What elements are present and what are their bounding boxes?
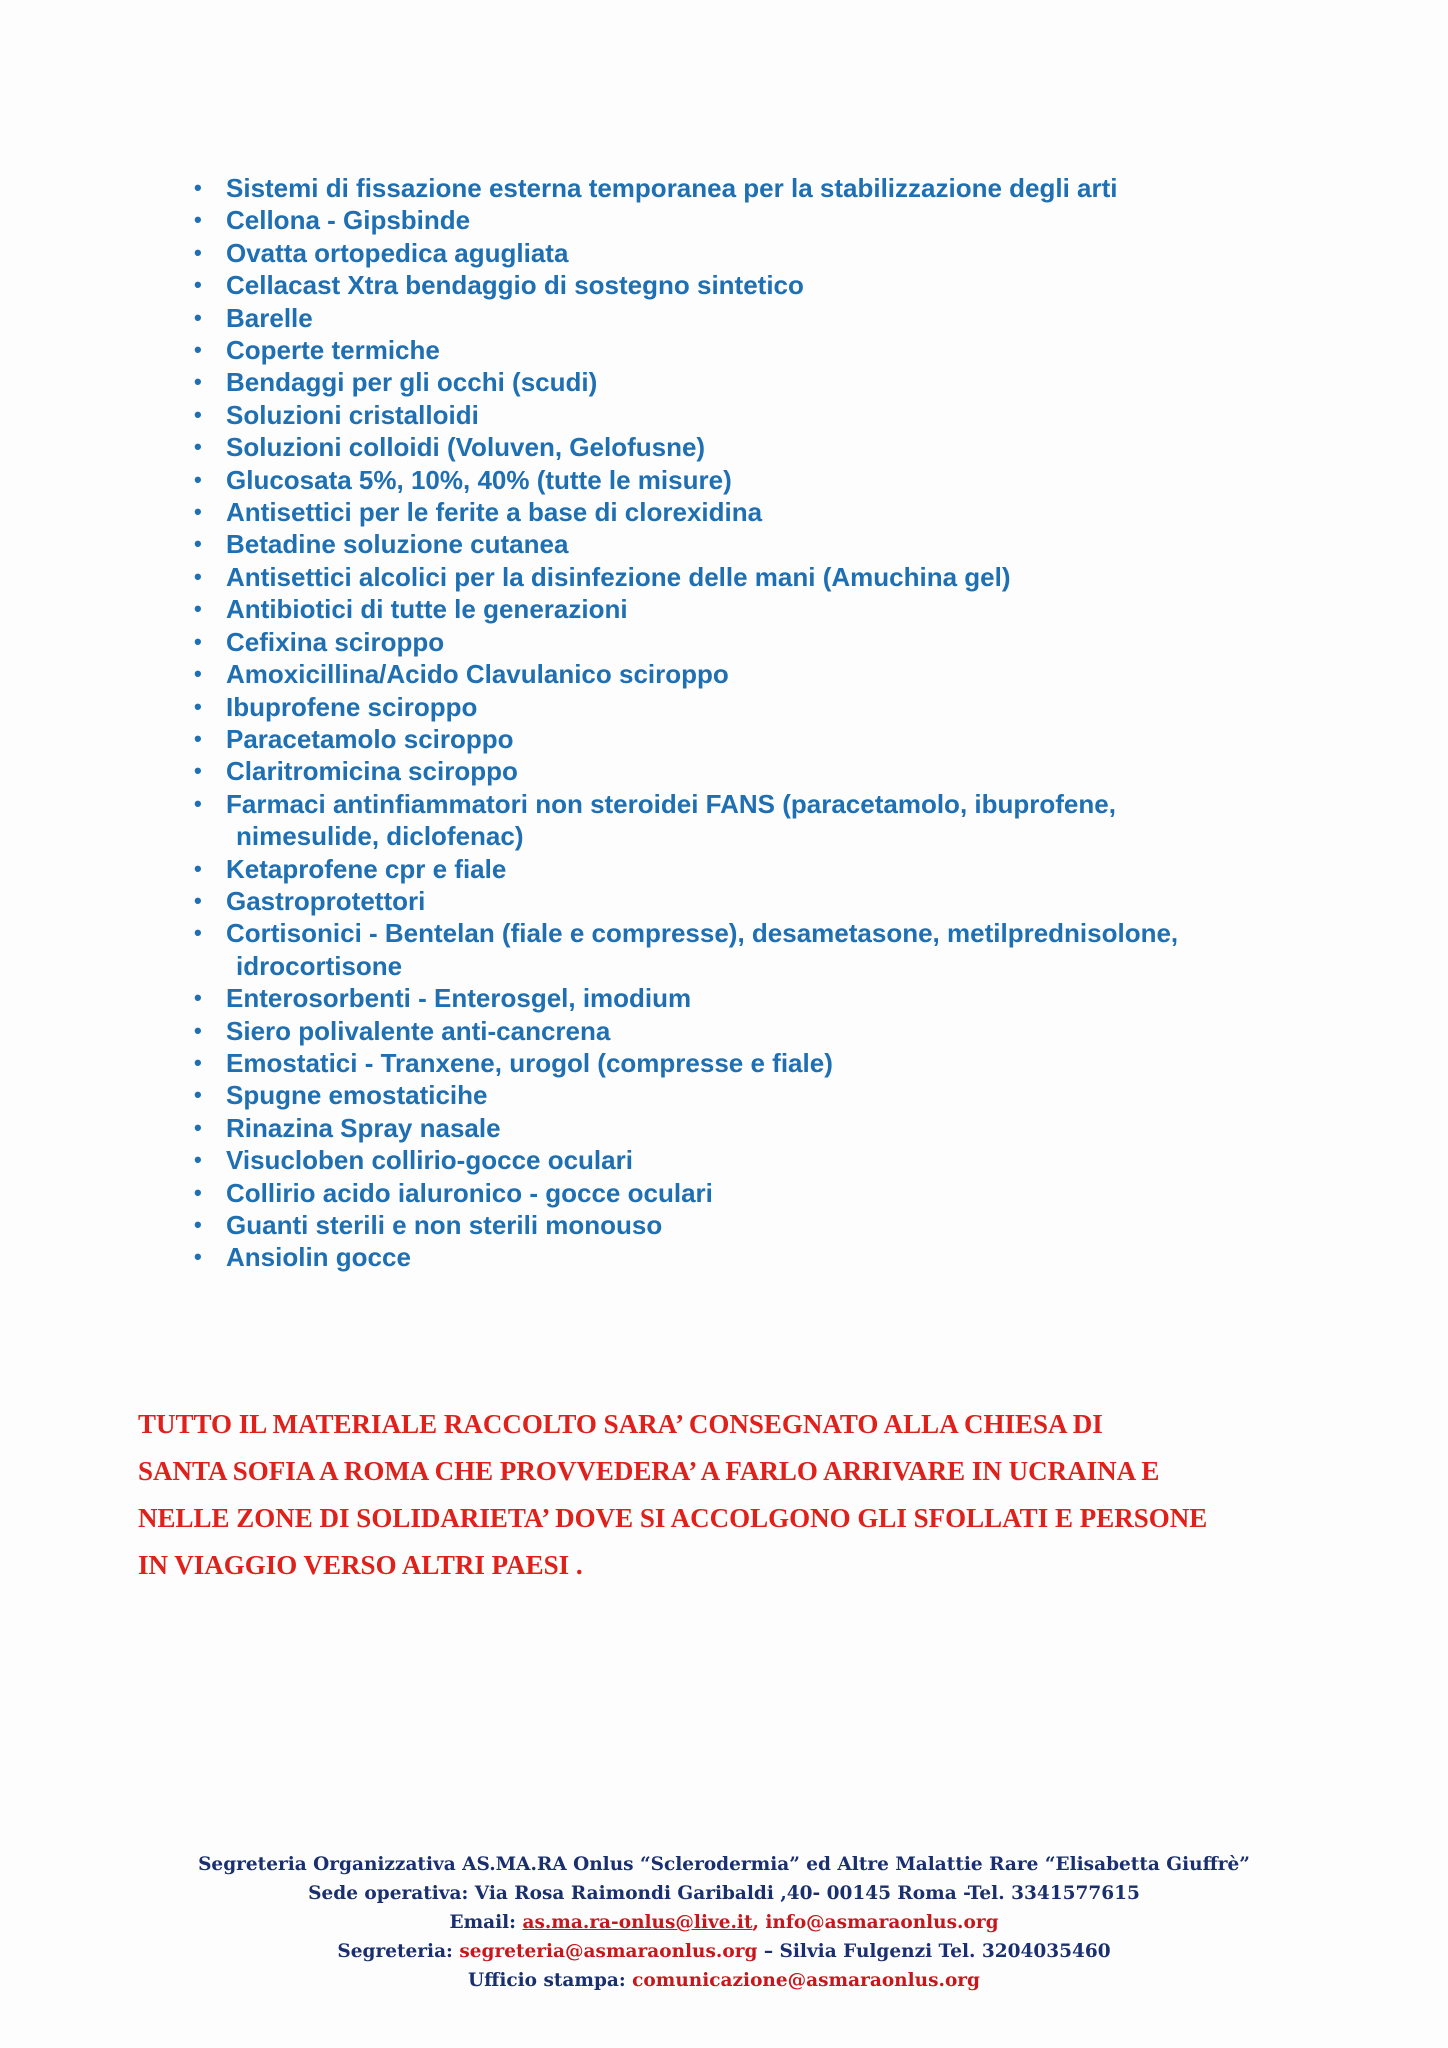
- list-item-text: Rinazina Spray nasale: [226, 1112, 501, 1143]
- bullet-icon: •: [194, 272, 202, 298]
- list-item-text: Antibiotici di tutte le generazioni: [226, 594, 628, 625]
- bullet-icon: •: [194, 337, 202, 363]
- bullet-icon: •: [194, 628, 202, 654]
- list-item-text: Coperte termiche: [226, 335, 440, 366]
- list-item-text: Collirio acido ialuronico - gocce oculari: [226, 1177, 713, 1208]
- footer-contact-info: [0, 1850, 1448, 1995]
- footer-email-label: Email:: [449, 1912, 523, 1933]
- list-item: [190, 1112, 1340, 1144]
- list-item: [190, 1047, 1340, 1079]
- bullet-icon: •: [194, 661, 202, 687]
- list-item: [190, 237, 1340, 269]
- list-item: [190, 528, 1340, 560]
- list-item: [190, 1241, 1340, 1273]
- footer-press-line: [0, 1966, 1448, 1995]
- list-item: [190, 691, 1340, 723]
- list-item-text: Cortisonici - Bentelan (fiale e compresse), desametasone, metilprednisolone,: [226, 918, 1179, 949]
- list-item: [190, 1079, 1340, 1111]
- list-item-text: Enterosorbenti - Enterosgel, imodium: [226, 983, 692, 1014]
- bullet-icon: •: [194, 207, 202, 233]
- bullet-icon: •: [194, 985, 202, 1011]
- bullet-icon: •: [194, 369, 202, 395]
- bullet-icon: •: [194, 466, 202, 492]
- list-item-text: Soluzioni cristalloidi: [226, 399, 479, 430]
- list-item: [190, 302, 1340, 334]
- bullet-icon: •: [194, 693, 202, 719]
- bullet-icon: •: [194, 920, 202, 946]
- list-item-text: Cefixina sciroppo: [226, 626, 445, 657]
- bullet-icon: •: [194, 758, 202, 784]
- footer-email-separator: ,: [752, 1912, 766, 1933]
- list-item: [190, 982, 1340, 1014]
- list-item-text: Bendaggi per gli occhi (scudi): [226, 367, 598, 398]
- list-item: [190, 853, 1340, 885]
- footer-email-line: [0, 1908, 1448, 1937]
- list-item: [190, 626, 1340, 658]
- bullet-icon: •: [194, 239, 202, 265]
- bullet-icon: •: [194, 596, 202, 622]
- bullet-icon: •: [194, 1212, 202, 1237]
- bullet-icon: •: [194, 887, 202, 913]
- list-item-text: Visucloben collirio-gocce oculari: [226, 1145, 633, 1176]
- bullet-icon: •: [194, 499, 202, 525]
- bullet-icon: •: [194, 1244, 202, 1270]
- list-item-text: Emostatici - Tranxene, urogol (compresse e fiale): [226, 1047, 833, 1078]
- list-item: [190, 723, 1340, 755]
- bullet-icon: •: [194, 531, 202, 557]
- notice-line: SANTA SOFIA A ROMA CHE PROVVEDERA’ A FARLO ARRIVARE IN UCRAINA E: [138, 1456, 1160, 1486]
- bullet-icon: •: [194, 1082, 202, 1108]
- footer-organization: Segreteria Organizzativa AS.MA.RA Onlus “Sclerodermia” ed Altre Malattie Rare “Elisabetta Giuffrè”: [198, 1854, 1250, 1875]
- list-item-text: Cellacast Xtra bendaggio di sostegno sintetico: [226, 270, 804, 301]
- list-item-continuation: idrocortisone: [236, 950, 403, 981]
- bullet-icon: •: [194, 563, 202, 589]
- bullet-icon: •: [194, 1049, 202, 1075]
- bullet-icon: •: [194, 434, 202, 460]
- list-item-text: Spugne emostaticihe: [226, 1080, 488, 1111]
- list-item: [190, 755, 1340, 787]
- supply-list: [190, 172, 1340, 1274]
- list-item-text: Farmaci antinfiammatori non steroidei FANS (paracetamolo, ibuprofene,: [226, 788, 1116, 819]
- bullet-icon: •: [194, 855, 202, 881]
- list-item-text: Ansiolin gocce: [226, 1242, 411, 1273]
- list-item: [190, 334, 1340, 366]
- list-item: [190, 399, 1340, 431]
- list-item-text: Cellona - Gipsbinde: [226, 205, 471, 236]
- list-item: [190, 269, 1340, 301]
- list-item: [190, 1144, 1340, 1176]
- bullet-icon: •: [194, 401, 202, 427]
- list-item-text: Gastroprotettori: [226, 885, 426, 916]
- list-item-text: Soluzioni colloidi (Voluven, Gelofusne): [226, 432, 706, 463]
- info-email-link[interactable]: info@asmaraonlus.org: [765, 1912, 999, 1933]
- notice-line: NELLE ZONE DI SOLIDARIETA’ DOVE SI ACCOLGONO GLI SFOLLATI E PERSONE: [138, 1503, 1208, 1533]
- list-item: [190, 464, 1340, 496]
- bullet-icon: •: [194, 1147, 202, 1173]
- list-item-text: Ketaprofene cpr e fiale: [226, 853, 507, 884]
- notice-line: TUTTO IL MATERIALE RACCOLTO SARA’ CONSEGNATO ALLA CHIESA DI: [138, 1409, 1103, 1439]
- list-item: [190, 496, 1340, 528]
- delivery-notice: [138, 1401, 1338, 1589]
- list-item-text: Paracetamolo sciroppo: [226, 723, 514, 754]
- notice-line: IN VIAGGIO VERSO ALTRI PAESI .: [138, 1550, 583, 1580]
- list-item-text: Glucosata 5%, 10%, 40% (tutte le misure): [226, 464, 732, 495]
- footer-address: Sede operativa: Via Rosa Raimondi Garibaldi ,40- 00145 Roma -Tel. 3341577615: [308, 1883, 1140, 1904]
- list-item-text: Amoxicillina/Acido Clavulanico sciroppo: [226, 659, 729, 690]
- list-item-text: Barelle: [226, 302, 313, 333]
- list-item-text: Siero polivalente anti-cancrena: [226, 1015, 611, 1046]
- list-item-text: Betadine soluzione cutanea: [226, 529, 569, 560]
- list-item: [190, 917, 1340, 982]
- list-item: [190, 593, 1340, 625]
- list-item: [190, 1209, 1340, 1241]
- footer-secretariat-contact: – Silvia Fulgenzi Tel. 3204035460: [757, 1941, 1111, 1962]
- list-item-text: Antisettici alcolici per la disinfezione delle mani (Amuchina gel): [226, 561, 1011, 592]
- list-item: [190, 204, 1340, 236]
- press-email-link[interactable]: comunicazione@asmaraonlus.org: [632, 1970, 980, 1991]
- bullet-icon: •: [194, 1179, 202, 1205]
- email-link[interactable]: as.ma.ra-onlus@live.it: [522, 1912, 753, 1933]
- list-item-text: Guanti sterili e non sterili monouso: [226, 1210, 663, 1240]
- list-item-text: Claritromicina sciroppo: [226, 756, 518, 787]
- list-item: [190, 366, 1340, 398]
- list-item: [190, 561, 1340, 593]
- list-item-text: Antisettici per le ferite a base di clorexidina: [226, 497, 763, 528]
- bullet-icon: •: [194, 725, 202, 751]
- list-item: [190, 1015, 1340, 1047]
- bullet-icon: •: [194, 1017, 202, 1043]
- bullet-icon: •: [194, 175, 202, 200]
- list-item: [190, 172, 1340, 204]
- list-item: [190, 1177, 1340, 1209]
- list-item: [190, 431, 1340, 463]
- footer-secretariat-line: [0, 1937, 1448, 1966]
- list-item-text: Ibuprofene sciroppo: [226, 691, 478, 722]
- bullet-icon: •: [194, 304, 202, 330]
- list-item-continuation: nimesulide, diclofenac): [236, 821, 524, 852]
- footer-press-label: Ufficio stampa:: [468, 1970, 633, 1991]
- bullet-icon: •: [194, 790, 202, 816]
- list-item-text: Ovatta ortopedica agugliata: [226, 237, 569, 268]
- bullet-icon: •: [194, 1114, 202, 1140]
- list-item: [190, 885, 1340, 917]
- list-item: [190, 658, 1340, 690]
- footer-secretariat-label: Segreteria:: [337, 1941, 460, 1962]
- list-item-text: Sistemi di fissazione esterna temporanea per la stabilizzazione degli arti: [226, 173, 1118, 203]
- list-item: [190, 788, 1340, 853]
- secretariat-email-link[interactable]: segreteria@asmaraonlus.org: [459, 1941, 758, 1962]
